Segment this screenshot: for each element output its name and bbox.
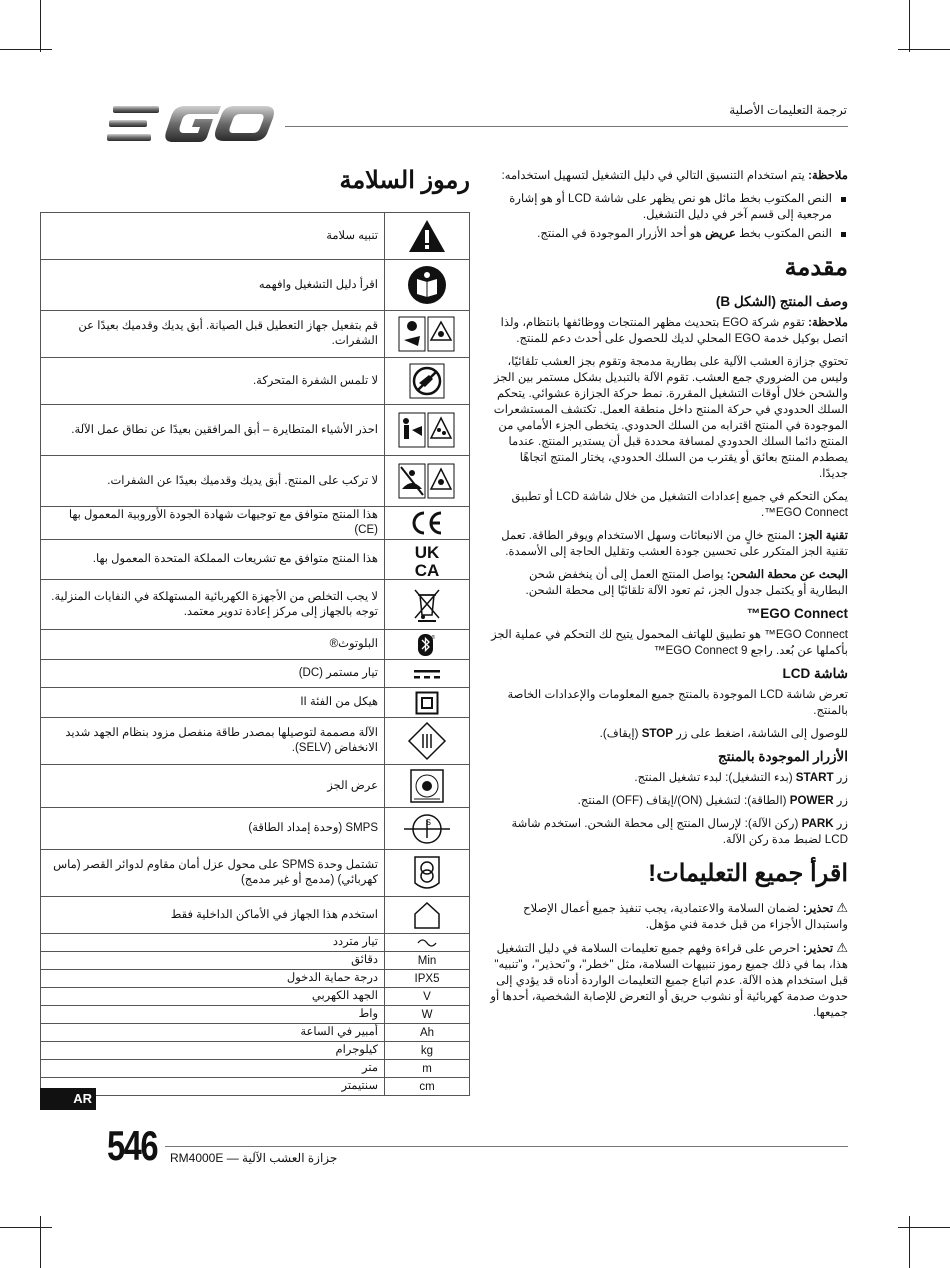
ac-symbol xyxy=(385,934,470,952)
table-row: تيار مستمر (DC) xyxy=(41,660,470,688)
no-ride-icon xyxy=(385,456,470,507)
ego-connect-heading: EGO Connect™ xyxy=(746,606,848,621)
description-paragraph: تحتوي جزازة العشب الآلية على بطارية مدمجة وتقوم بجز العشب تلقائيًا، وليس من الضروري جمع العشب. تقوم الآلة بالتبديل بشكل مستمر بين الجز والشحن خلال أوقات التشغيل المقررة. نمط حركة الجزازة عشوائي. يتحكم السلك الحدودي في حركة المنتج داخل منطقة العمل. تكتشف المستشعرات الموجودة في المنتج اقترابه من السلك الحدودي. يتخطى الجزء الأمامي من المنتج دائما السلك الحدودي لمسافة محددة قبل أن يستدير المنتج. عندما يصطدم المنتج بعائق أو يقترب من السلك الحدودي، يختار المنتج اتجاهًا جديدًا. xyxy=(493,355,848,480)
unit-symbol: m xyxy=(385,1060,470,1078)
class-ii-icon xyxy=(385,688,470,718)
svg-text:®: ® xyxy=(431,634,435,641)
table-row: عرض الجز xyxy=(41,765,470,808)
footer-product-text: RM4000E — جزازة العشب الآلية xyxy=(170,1151,338,1165)
no-touch-blade-icon xyxy=(385,358,470,405)
table-row: اقرأ دليل التشغيل وافهمه xyxy=(41,260,470,311)
bluetooth-icon xyxy=(385,630,470,660)
list-item: النص المكتوب بخط عريض هو أحد الأزرار الموجودة في المنتج. xyxy=(488,226,832,242)
ego-logo xyxy=(107,104,277,144)
crop-mark xyxy=(40,0,41,52)
safety-symbols-table xyxy=(40,212,470,1096)
table-row: لا تلمس الشفرة المتحركة. xyxy=(41,358,470,405)
language-badge: AR xyxy=(40,1088,96,1110)
product-description-heading: وصف المنتج (الشكل B) xyxy=(715,294,848,309)
right-column xyxy=(488,168,848,1028)
smps-icon xyxy=(385,808,470,850)
crop-mark xyxy=(909,0,910,52)
table-row: m متر xyxy=(41,1060,470,1078)
button-description: زر START (بدء التشغيل): لبدء تشغيل المنتج. xyxy=(634,771,848,784)
table-row: لا يجب التخلص من الأجهزة الكهربائية المستهلكة في النفايات المنزلية. توجه بالجهاز إلى مركز إعادة تدوير معتمد. xyxy=(41,580,470,630)
unit-symbol: V xyxy=(385,988,470,1006)
page-number: 546 xyxy=(107,1122,157,1169)
intro-heading: مقدمة xyxy=(784,254,848,281)
crop-mark xyxy=(898,49,950,50)
header-title: ترجمة التعليمات الأصلية xyxy=(729,103,847,117)
button-description: زر POWER (الطاقة): لتشغيل (ON)/إيقاف (OFF) المنتج. xyxy=(577,794,848,807)
table-row: احذر الأشياء المتطايرة – أبق المرافقين بعيدًا عن نطاق عمل الآلة. xyxy=(41,405,470,456)
list-item: النص المكتوب بخط مائل هو نص يظهر على شاشة LCD أو هو إشارة مرجعية إلى قسم آخر في دليل التشغيل. xyxy=(488,191,832,223)
unit-symbol: kg xyxy=(385,1042,470,1060)
selv-icon xyxy=(385,718,470,765)
footer-rule xyxy=(165,1146,848,1147)
search-station: البحث عن محطة الشحن: يواصل المنتج العمل إلى أن ينخفض شحن البطارية أو يكتمل جدول الجز، ثم تعود الآلة تلقائيًا إلى محطة الشحن. xyxy=(525,568,848,597)
svg-text:UK: UK xyxy=(414,542,440,562)
ego-connect-paragraph: EGO Connect™ هو تطبيق للهاتف المحمول يتيح لك التحكم في عملية الجز بأكملها عن بُعد. راجع 9 EGO Connect™ xyxy=(491,628,848,657)
safety-symbols-title: رموز السلامة xyxy=(339,167,470,194)
warning-triangle-icon: ⚠ xyxy=(836,900,848,915)
safety-transformer-icon xyxy=(385,850,470,897)
table-row: cm سنتيمتر xyxy=(41,1078,470,1096)
lcd-paragraph: للوصول إلى الشاشة، اضغط على زر STOP (إيقاف). xyxy=(599,727,848,740)
dc-icon xyxy=(385,660,470,688)
unit-symbol: IPX5 xyxy=(385,970,470,988)
table-row: ® البلوتوث® xyxy=(41,630,470,660)
table-row: kg كيلوجرام xyxy=(41,1042,470,1060)
table-row: UK CA هذا المنتج متوافق مع تشريعات المملكة المتحدة المعمول بها. xyxy=(41,540,470,580)
table-row: تنبيه سلامة xyxy=(41,213,470,260)
warning-triangle-icon: ⚠ xyxy=(836,940,848,955)
crop-mark xyxy=(898,1227,950,1228)
crop-mark xyxy=(40,1216,41,1268)
table-row: هذا المنتج متوافق مع توجيهات شهادة الجودة الأوروبية المعمول بها (CE) xyxy=(41,507,470,540)
table-row: لا تركب على المنتج. أبق يديك وقدميك بعيدًا عن الشفرات. xyxy=(41,456,470,507)
table-row: Ah أمبير في الساعة xyxy=(41,1024,470,1042)
table-row: V الجهد الكهربي xyxy=(41,988,470,1006)
lcd-paragraph: تعرض شاشة LCD الموجودة بالمنتج جميع المعلومات والإعدادات الخاصة بالمنتج. xyxy=(507,688,848,717)
ukca-mark-icon xyxy=(385,540,470,580)
crop-mark xyxy=(0,1227,52,1228)
weee-bin-icon xyxy=(385,580,470,630)
table-row: الآلة مصممة لتوصيلها بمصدر طاقة منفصل مزود بنظام الجهد شديد الانخفاض (SELV). xyxy=(41,718,470,765)
disable-device-icon xyxy=(385,311,470,358)
crop-mark xyxy=(909,1216,910,1268)
unit-symbol: W xyxy=(385,1006,470,1024)
table-row: استخدم هذا الجهاز في الأماكن الداخلية فقط xyxy=(41,897,470,934)
table-row: تيار متردد xyxy=(41,934,470,952)
header-rule xyxy=(285,126,848,127)
crop-mark xyxy=(0,49,52,50)
read-manual-icon xyxy=(385,260,470,311)
description-note: ملاحظة: تقوم شركة EGO بتحديث مظهر المنتجات ووظائفها بانتظام، ولذا اتصل بوكيل خدمة EGO المحلي لديك للحصول على أحدث دعم للمنتج. xyxy=(500,316,848,345)
format-note: ملاحظة: يتم استخدام التنسيق التالي في دليل التشغيل لتسهيل استخدامه: xyxy=(501,169,848,182)
button-description: زر PARK (ركن الآلة): لإرسال المنتج إلى محطة الشحن. استخدم شاشة LCD لضبط مدة ركن الآلة. xyxy=(511,817,848,846)
lcd-heading: شاشة LCD xyxy=(782,666,848,681)
unit-symbol: Min xyxy=(385,952,470,970)
thrown-objects-icon xyxy=(385,405,470,456)
buttons-heading: الأزرار الموجودة بالمنتج xyxy=(718,749,848,764)
table-row: Min دقائق xyxy=(41,952,470,970)
svg-text:CA: CA xyxy=(414,560,440,578)
description-paragraph: يمكن التحكم في جميع إعدادات التشغيل من خلال شاشة LCD أو تطبيق EGO Connect™. xyxy=(511,490,848,519)
unit-symbol: Ah xyxy=(385,1024,470,1042)
warning-paragraph: ⚠ تحذير: احرص على قراءة وفهم جميع تعليمات السلامة في دليل التشغيل هذا، بما في ذلك جميع رموز تنبيهات السلامة، مثل "خطر"، و"تحذير"، و"تنبيه" قبل استخدام هذه الآلة. عدم اتباع جميع التعليمات الواردة أدناه قد يؤدي إلى حدوث صدمة كهربائية أو نشوب حريق أو التعرض للإصابة الشخصية، أحدها أو جميعها. xyxy=(490,940,848,1019)
svg-text:S: S xyxy=(425,817,431,827)
mowing-technology: تقنية الجز: المنتج خالٍ من الانبعاثات وسهل الاستخدام ويوفر الطاقة. تعمل تقنية الجز المتكرر على تحسين جودة العشب وتقليل الحاجة إلى الأسمدة. xyxy=(501,529,848,558)
table-row: W واط xyxy=(41,1006,470,1024)
format-list xyxy=(488,191,848,242)
safety-alert-icon xyxy=(385,213,470,260)
indoor-use-icon xyxy=(385,897,470,934)
table-row: S SMPS (وحدة إمداد الطاقة) xyxy=(41,808,470,850)
table-row: هيكل من الفئة II xyxy=(41,688,470,718)
table-row: تشتمل وحدة SPMS على محول عزل أمان مقاوم لدوائر القصر (ماس كهربائي) (مدمج أو غير مدمج) xyxy=(41,850,470,897)
warning-paragraph: ⚠ تحذير: لضمان السلامة والاعتمادية، يجب تنفيذ جميع أعمال الإصلاح واستبدال الأجزاء من قبل خدمة فني مؤهل. xyxy=(523,900,848,931)
unit-symbol: cm xyxy=(385,1078,470,1096)
cutting-width-icon xyxy=(385,765,470,808)
read-all-heading: اقرأ جميع التعليمات! xyxy=(648,860,848,887)
table-row: قم بتفعيل جهاز التعطيل قبل الصيانة. أبق يديك وقدميك بعيدًا عن الشفرات. xyxy=(41,311,470,358)
ce-mark-icon xyxy=(385,507,470,540)
table-row: IPX5 درجة حماية الدخول xyxy=(41,970,470,988)
